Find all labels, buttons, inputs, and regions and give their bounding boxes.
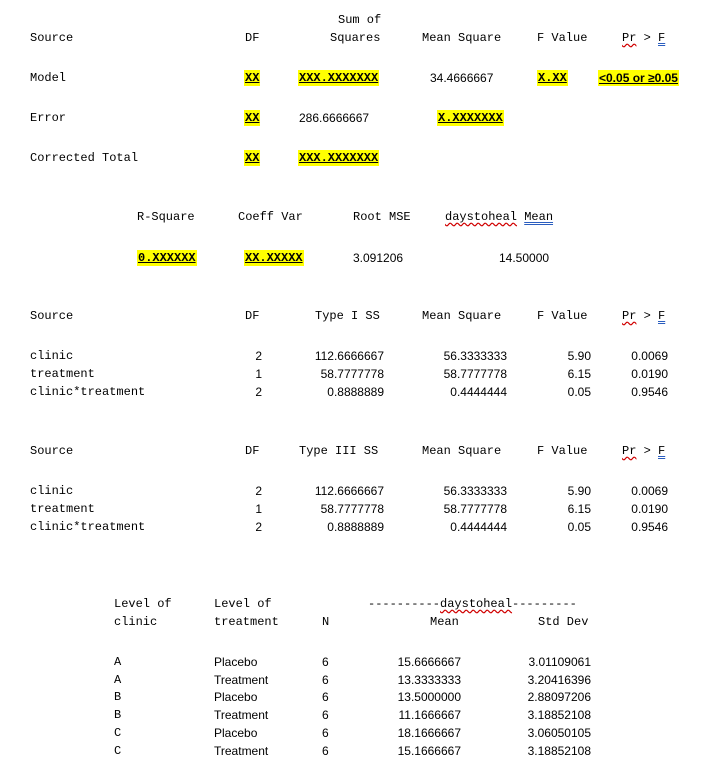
- error-df: XX: [245, 111, 260, 125]
- model-ss: XXX.XXXXXXX: [299, 71, 379, 85]
- df-header: DF: [245, 31, 260, 45]
- df-cell: 1: [255, 367, 262, 381]
- variable-name: daystoheal: [440, 597, 513, 611]
- ss-header-line2: Squares: [330, 31, 381, 45]
- type1-pr-f: F: [658, 309, 666, 323]
- level-of-clinic-header-1: Level of: [114, 597, 172, 611]
- ms-cell: 58.7777778: [443, 502, 507, 516]
- df-cell: 1: [255, 502, 262, 516]
- cv-header: Coeff Var: [238, 210, 303, 224]
- sd-cell: 3.01109061: [528, 655, 591, 669]
- sd-cell: 3.18852108: [527, 744, 591, 758]
- n-cell: 6: [322, 655, 329, 669]
- level-of-clinic-header-2: clinic: [114, 615, 158, 629]
- treatment-cell: Placebo: [214, 690, 258, 704]
- rmse-header: Root MSE: [353, 210, 411, 224]
- variable-span-header: [368, 597, 577, 611]
- rmse-value: 3.091206: [353, 251, 404, 265]
- mean-header: [445, 210, 553, 224]
- cv-value: XX.XXXXX: [245, 251, 303, 265]
- sd-cell: 3.18852108: [527, 708, 591, 722]
- mean-cell: 13.3333333: [397, 673, 461, 687]
- df-cell: 2: [255, 385, 262, 399]
- p-cell: 0.0190: [631, 367, 668, 381]
- source-cell: treatment: [30, 502, 95, 516]
- type3-pr-gt: >: [643, 444, 651, 458]
- treatment-cell: Treatment: [214, 673, 269, 687]
- mean-header-word: Mean: [524, 210, 554, 224]
- rsq-header: R-Square: [137, 210, 195, 224]
- df-cell: 2: [255, 484, 262, 498]
- model-label: Model: [30, 71, 67, 85]
- error-ms: X.XXXXXXX: [438, 111, 503, 125]
- n-cell: 6: [322, 690, 329, 704]
- type3-pr-word: Pr: [622, 444, 637, 458]
- type1-pr-gt: >: [643, 309, 651, 323]
- sd-cell: 3.20416396: [527, 673, 591, 687]
- source-cell: clinic: [30, 349, 74, 363]
- dash-left: ----------: [368, 597, 441, 611]
- type3-ms-header: Mean Square: [422, 444, 502, 458]
- clinic-cell: A: [114, 655, 122, 669]
- model-p: <0.05 or ≥0.05: [599, 71, 678, 85]
- type3-pr-f: F: [658, 444, 666, 458]
- clinic-cell: A: [114, 673, 122, 687]
- ss-cell: 0.8888889: [327, 385, 384, 399]
- type1-f-header: F Value: [537, 309, 588, 323]
- n-cell: 6: [322, 708, 329, 722]
- total-ss: XXX.XXXXXXX: [299, 151, 379, 165]
- f-header: F Value: [537, 31, 588, 45]
- mean-cell: 13.5000000: [397, 690, 461, 704]
- model-df: XX: [245, 71, 260, 85]
- treatment-cell: Placebo: [214, 655, 258, 669]
- sd-cell: 2.88097206: [527, 690, 591, 704]
- type1-source-header: Source: [30, 309, 74, 323]
- clinic-cell: B: [114, 690, 122, 704]
- p-cell: 0.9546: [631, 385, 668, 399]
- level-of-treatment-header-1: Level of: [214, 597, 272, 611]
- mean-cell: 11.1666667: [398, 708, 461, 722]
- treatment-cell: Treatment: [214, 744, 269, 758]
- df-cell: 2: [255, 349, 262, 363]
- treatment-cell: Placebo: [214, 726, 258, 740]
- source-cell: clinic*treatment: [30, 520, 146, 534]
- type1-ms-header: Mean Square: [422, 309, 502, 323]
- n-cell: 6: [322, 673, 329, 687]
- sd-cell: 3.06050105: [527, 726, 591, 740]
- total-label: Corrected Total: [30, 151, 139, 165]
- dash-right: ---------: [512, 597, 577, 611]
- mean-col-header: Mean: [430, 615, 459, 629]
- error-ss: 286.6666667: [299, 111, 370, 125]
- n-cell: 6: [322, 744, 329, 758]
- p-cell: 0.0190: [631, 502, 668, 516]
- mean-header-var: daystoheal: [445, 210, 518, 224]
- p-cell: 0.0069: [631, 349, 668, 363]
- type1-pr-header: [622, 309, 665, 323]
- f-cell: 5.90: [567, 349, 591, 363]
- f-cell: 0.05: [567, 385, 591, 399]
- mean-cell: 15.6666667: [397, 655, 461, 669]
- type3-source-header: Source: [30, 444, 74, 458]
- mean-cell: 18.1666667: [397, 726, 461, 740]
- treatment-cell: Treatment: [214, 708, 269, 722]
- ss-cell: 112.6666667: [314, 484, 384, 498]
- ss-cell: 112.6666667: [314, 349, 384, 363]
- error-label: Error: [30, 111, 67, 125]
- ms-cell: 0.4444444: [450, 385, 507, 399]
- sd-col-header: Std Dev: [538, 615, 589, 629]
- level-of-treatment-header-2: treatment: [214, 615, 279, 629]
- ms-cell: 58.7777778: [443, 367, 507, 381]
- rsq-value: 0.XXXXXX: [138, 251, 196, 265]
- p-cell: 0.0069: [631, 484, 668, 498]
- df-cell: 2: [255, 520, 262, 534]
- type3-ss-header: Type III SS: [299, 444, 379, 458]
- n-cell: 6: [322, 726, 329, 740]
- pr-header: [622, 31, 665, 45]
- clinic-cell: C: [114, 726, 122, 740]
- total-df: XX: [245, 151, 260, 165]
- ss-header-line1: Sum of: [338, 13, 382, 27]
- pr-word: Pr: [622, 31, 637, 45]
- ss-cell: 58.7777778: [320, 502, 384, 516]
- model-ms: 34.4666667: [430, 71, 494, 85]
- mean-value: 14.50000: [499, 251, 550, 265]
- source-cell: treatment: [30, 367, 95, 381]
- f-cell: 6.15: [567, 367, 591, 381]
- f-cell: 0.05: [567, 520, 591, 534]
- ms-cell: 0.4444444: [450, 520, 507, 534]
- clinic-cell: C: [114, 744, 122, 758]
- type1-pr-word: Pr: [622, 309, 637, 323]
- pr-gt: >: [643, 31, 651, 45]
- f-cell: 6.15: [567, 502, 591, 516]
- type1-df-header: DF: [245, 309, 260, 323]
- pr-f: F: [658, 31, 666, 45]
- type3-df-header: DF: [245, 444, 260, 458]
- n-header: N: [322, 615, 330, 629]
- f-cell: 5.90: [567, 484, 591, 498]
- ms-header: Mean Square: [422, 31, 502, 45]
- type1-ss-header: Type I SS: [315, 309, 380, 323]
- mean-cell: 15.1666667: [397, 744, 461, 758]
- ms-cell: 56.3333333: [443, 484, 507, 498]
- source-cell: clinic*treatment: [30, 385, 146, 399]
- clinic-cell: B: [114, 708, 122, 722]
- ms-cell: 56.3333333: [443, 349, 507, 363]
- model-f: X.XX: [538, 71, 567, 85]
- ss-cell: 58.7777778: [320, 367, 384, 381]
- type3-f-header: F Value: [537, 444, 588, 458]
- source-cell: clinic: [30, 484, 74, 498]
- source-header: Source: [30, 31, 74, 45]
- type3-pr-header: [622, 444, 665, 458]
- p-cell: 0.9546: [631, 520, 668, 534]
- ss-cell: 0.8888889: [327, 520, 384, 534]
